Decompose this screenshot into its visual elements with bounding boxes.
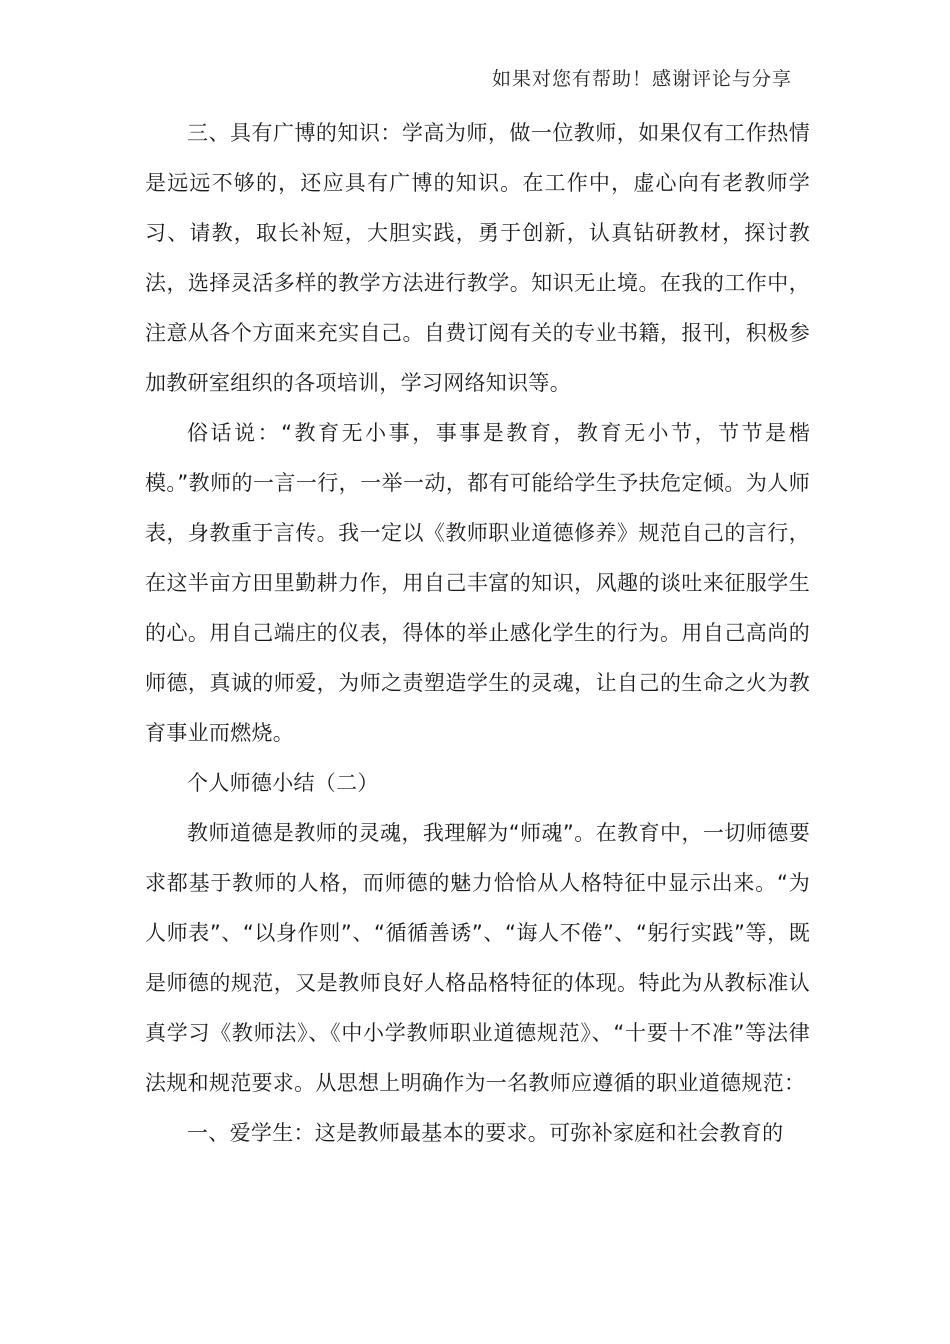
paragraph-love-students: 一、爱学生：这是教师最基本的要求。可弥补家庭和社会教育的 <box>187 1121 784 1145</box>
section-heading: 个人师德小结（二） <box>187 771 379 795</box>
header-note: 如果对您有帮助！感谢评论与分享 <box>491 68 792 90</box>
document-body <box>145 108 810 1158</box>
paragraph-knowledge: 三、具有广博的知识：学高为师，做一位教师，如果仅有工作热情是远远不够的，还应具有广博的知识。在工作中，虚心向有老教师学习、请教，取长补短，大胆实践，勇于创新，认真钻研教材，探讨教法，选择灵活多样的教学方法进行教学。知识无止境。在我的工作中，注意从各个方面来充实自己。自费订阅有关的专业书籍，报刊，积极参加教研室组织的各项培训，学习网络知识等。 <box>145 121 810 395</box>
paragraph-teacher-ethics: 教师道德是教师的灵魂，我理解为“师魂”。在教育中，一切师德要求都基于教师的人格，而师德的魅力恰恰从人格特征中显示出来。“为人师表”、“以身作则”、“循循善诱”、“诲人不倦”、“躬行实践”等，既是师德的规范，又是教师良好人格品格特征的体现。特此为从教标准认真学习《教师法》、《中小学教师职业道德规范》、“十要十不准”等法律法规和规范要求。从思想上明确作为一名教师应遵循的职业道德规范： <box>145 821 810 1095</box>
paragraph-saying: 俗话说：“教育无小事，事事是教育，教育无小节，节节是楷模。”教师的一言一行，一举一动，都有可能给学生予扶危定倾。为人师表，身教重于言传。我一定以《教师职业道德修养》规范自己的言行，在这半亩方田里勤耕力作，用自己丰富的知识，风趣的谈吐来征服学生的心。用自己端庄的仪表，得体的举止感化学生的行为。用自己高尚的师德，真诚的师爱，为师之责塑造学生的灵魂，让自己的生命之火为教育事业而燃烧。 <box>145 421 810 745</box>
